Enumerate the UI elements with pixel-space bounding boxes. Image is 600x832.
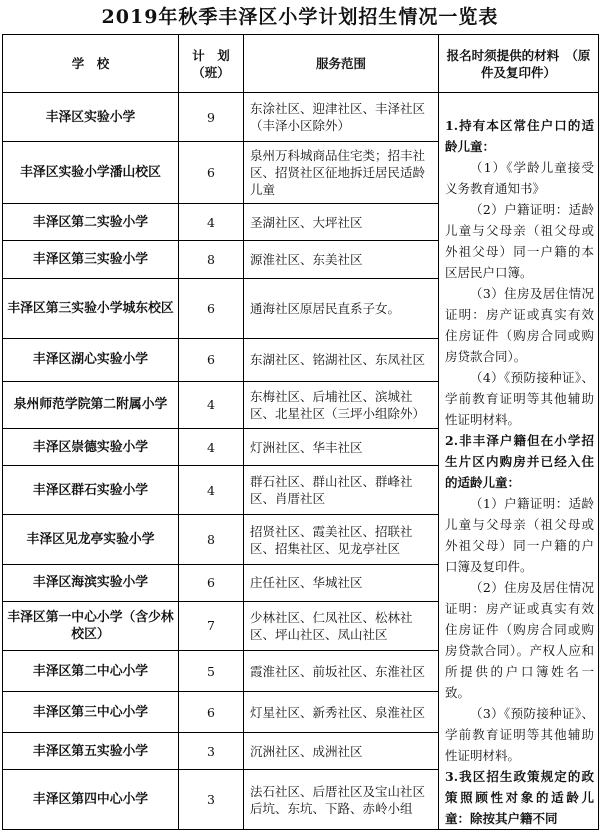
- service-area: 圣湖社区、大坪社区: [244, 204, 439, 241]
- materials-item: （3）住房及居住情况证明：房产证或真实有效住房证件（购房合同或购房贷款合同）。: [445, 286, 594, 364]
- header-school: 学 校: [3, 35, 179, 93]
- service-area: 法石社区、后厝社区及宝山社区后坑、东坑、下路、赤岭小组: [244, 770, 439, 830]
- table-row: [3, 93, 599, 142]
- service-area: 东涂社区、迎津社区、丰泽社区（丰泽小区除外）: [244, 93, 439, 142]
- materials-cell: [439, 93, 599, 830]
- service-area: 沉洲社区、成洲社区: [244, 733, 439, 770]
- plan-classes: 8: [179, 241, 244, 279]
- school-name: 丰泽区第三中心小学: [3, 692, 179, 733]
- service-area: 灯星社区、新秀社区、泉淮社区: [244, 692, 439, 733]
- materials-item: （3）《预防接种证》、学前教育证明等其他辅助性证明材料。: [445, 706, 594, 763]
- plan-classes: 8: [179, 515, 244, 564]
- school-name: 丰泽区海滨实验小学: [3, 564, 179, 601]
- table-header-row: [3, 35, 599, 93]
- materials-heading: 1.持有本区常住户口的适龄儿童：: [445, 118, 594, 154]
- plan-classes: 6: [179, 692, 244, 733]
- plan-classes: 4: [179, 381, 244, 428]
- school-name: 丰泽区第三实验小学: [3, 241, 179, 279]
- plan-classes: 7: [179, 601, 244, 650]
- plan-classes: 6: [179, 564, 244, 601]
- service-area: 少林社区、仁凤社区、松林社区、坪山社区、凤山社区: [244, 601, 439, 650]
- school-name: 丰泽区实验小学: [3, 93, 179, 142]
- plan-classes: 6: [179, 142, 244, 204]
- school-name: 丰泽区湖心实验小学: [3, 338, 179, 381]
- service-area: 东梅社区、后埔社区、滨城社区、北星社区（三坪小组除外）: [244, 381, 439, 428]
- materials-item: （2）住房及居住情况证明：房产证或真实有效住房证件（购房合同或购房贷款合同）。产权人应和所提供的户口簿姓名一致。: [445, 580, 594, 700]
- enrollment-table: [2, 34, 599, 830]
- school-name: 泉州师范学院第二附属小学: [3, 381, 179, 428]
- service-area: 通海社区原居民直系子女。: [244, 279, 439, 339]
- school-name: 丰泽区群石实验小学: [3, 466, 179, 515]
- page-title: 2019年秋季丰泽区小学计划招生情况一览表: [101, 6, 499, 28]
- service-area: 庄任社区、华城社区: [244, 564, 439, 601]
- school-name: 丰泽区见龙亭实验小学: [3, 515, 179, 564]
- materials-heading: 2.非丰泽户籍但在小学招生片区内购房并已经入住的适龄儿童：: [445, 433, 594, 490]
- service-area: 招贤社区、霞美社区、招联社区、招集社区、见龙亭社区: [244, 515, 439, 564]
- school-name: 丰泽区第二中心小学: [3, 651, 179, 692]
- plan-classes: 4: [179, 429, 244, 466]
- header-materials: 报名时须提供的材料 （原件及复印件）: [439, 35, 599, 93]
- plan-classes: 4: [179, 204, 244, 241]
- school-name: 丰泽区第三实验小学城东校区: [3, 279, 179, 339]
- service-area: 灯洲社区、华丰社区: [244, 429, 439, 466]
- plan-classes: 6: [179, 338, 244, 381]
- header-plan: 计 划（班）: [179, 35, 244, 93]
- materials-item: （1）《学龄儿童接受义务教育通知书》: [445, 160, 594, 196]
- plan-classes: 3: [179, 770, 244, 830]
- school-name: 丰泽区第二实验小学: [3, 204, 179, 241]
- service-area: 东湖社区、铭湖社区、东凤社区: [244, 338, 439, 381]
- plan-classes: 5: [179, 651, 244, 692]
- school-name: 丰泽区实验小学潘山校区: [3, 142, 179, 204]
- school-name: 丰泽区第五实验小学: [3, 733, 179, 770]
- school-name: 丰泽区第四中心小学: [3, 770, 179, 830]
- materials-heading: 3.我区招生政策规定的政策照顾性对象的适龄儿童：除按其户籍不同: [445, 769, 594, 826]
- materials-item: （1）户籍证明：适龄儿童与父母亲（祖父母或外祖父母）同一户籍的户口簿及复印件。: [445, 496, 594, 574]
- plan-classes: 3: [179, 733, 244, 770]
- plan-classes: 4: [179, 466, 244, 515]
- service-area: 源淮社区、东美社区: [244, 241, 439, 279]
- header-area: 服务范围: [244, 35, 439, 93]
- service-area: 泉州万科城商品住宅类；招丰社区、招贤社区征地拆迁居民适龄儿童: [244, 142, 439, 204]
- school-name: 丰泽区崇德实验小学: [3, 429, 179, 466]
- service-area: 群石社区、群山社区、群峰社区、肖厝社区: [244, 466, 439, 515]
- plan-classes: 6: [179, 279, 244, 339]
- plan-classes: 9: [179, 93, 244, 142]
- materials-item: （2）户籍证明：适龄儿童与父母亲（祖父母或外祖父母）同一户籍的本区居民户口簿。: [445, 202, 594, 280]
- materials-item: （4）《预防接种证》、学前教育证明等其他辅助性证明材料。: [445, 370, 594, 427]
- school-name: 丰泽区第一中心小学（含少林校区）: [3, 601, 179, 650]
- service-area: 霞淮社区、前坂社区、东淮社区: [244, 651, 439, 692]
